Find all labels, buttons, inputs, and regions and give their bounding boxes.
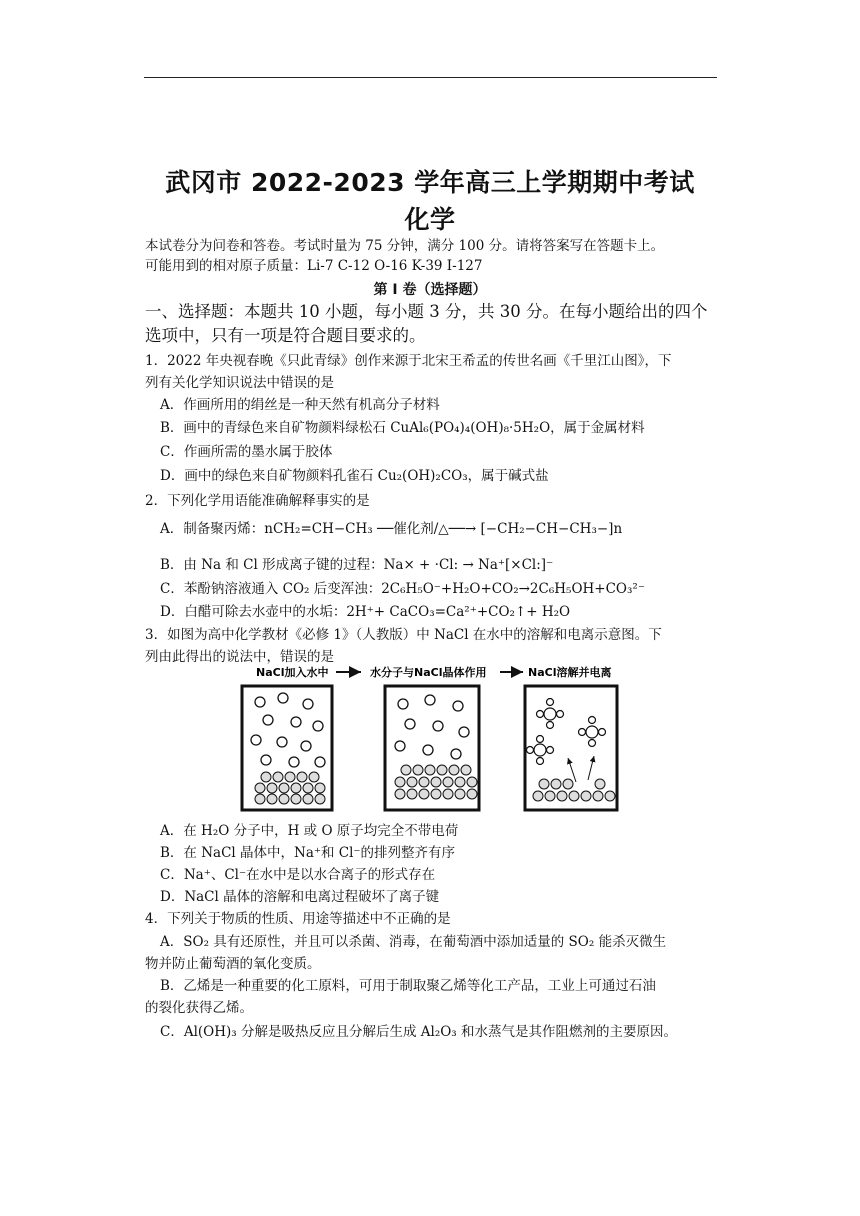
nacl-figure-svg [238, 662, 623, 812]
q2-stem: 2．下列化学用语能准确解释事实的是 [145, 493, 370, 509]
section-instruction-1: 一、选择题：本题共 10 小题，每小题 3 分，共 30 分。在每小题给出的四个 [145, 302, 708, 321]
q4-option-b-line-2: 的裂化获得乙烯。 [145, 1000, 253, 1016]
q4-option-b-line-1: B．乙烯是一种重要的化工原料，可用于制取聚乙烯等化工产品，工业上可通过石油 [160, 978, 656, 994]
section-title: 第 I 卷（选择题） [373, 282, 487, 298]
water-molecules-2 [395, 695, 469, 759]
q3-option-c: C．Na⁺、Cl⁻在水中是以水合离子的形式存在 [160, 867, 436, 883]
q3-option-a: A．在 H₂O 分子中，H 或 O 原子均完全不带电荷 [160, 823, 459, 839]
fig-label-2: 水分子与NaCl晶体作用 [370, 666, 487, 679]
q3-stem-2: 列由此得出的说法中，错误的是 [145, 649, 334, 665]
q1-option-d: D．画中的绿色来自矿物颜料孔雀石 Cu₂(OH)₂CO₃，属于碱式盐 [160, 468, 549, 484]
q3-option-b: B．在 NaCl 晶体中，Na⁺和 Cl⁻的排列整齐有序 [160, 845, 456, 861]
nacl-dissolution-figure [238, 662, 623, 812]
q3-stem-1: 3．如图为高中化学教材《必修 1》（人教版）中 NaCl 在水中的溶解和电离示意图。下 [145, 627, 662, 643]
nacl-crystal-1 [255, 772, 325, 804]
q2-option-d: D．白醋可除去水壶中的水垢：2H⁺+ CaCO₃=Ca²⁺+CO₂↑+ H₂O [160, 604, 571, 620]
q1-stem-2: 列有关化学知识说法中错误的是 [145, 375, 334, 391]
exam-title: 武冈市 2022-2023 学年高三上学期期中考试 [165, 168, 695, 197]
q2-option-a: A．制备聚丙烯：nCH₂=CH−CH₃ ──催化剂/△──→ [−CH₂−CH−CH₃−]n [160, 521, 623, 537]
water-molecules-1 [251, 693, 325, 767]
section-instruction-2: 选项中，只有一项是符合题目要求的。 [145, 326, 426, 345]
q4-option-a-line-1: A．SO₂ 具有还原性，并且可以杀菌、消毒，在葡萄酒中添加适量的 SO₂ 能杀灭微生 [160, 934, 667, 950]
q2-option-b: B．由 Na 和 Cl 形成离子键的过程：Na× + ·Cl: → Na⁺[×Cl:]⁻ [160, 557, 554, 573]
nacl-crystal-2 [395, 765, 477, 799]
fig-label-3: NaCl溶解并电离 [528, 666, 612, 679]
ion-arrow-1 [568, 758, 576, 782]
nacl-crystal-3 [533, 779, 615, 801]
ion-arrow-2 [588, 756, 594, 780]
fig-label-1: NaCl加入水中 [256, 666, 329, 679]
q4-stem: 4．下列关于物质的性质、用途等描述中不正确的是 [145, 911, 451, 927]
q1-option-c: C．作画所需的墨水属于胶体 [160, 444, 333, 460]
header-rule [144, 77, 717, 78]
q2-option-c: C．苯酚钠溶液通入 CO₂ 后变浑浊：2C₆H₅O⁻+H₂O+CO₂→2C₆H₅OH+CO₃²⁻ [160, 581, 645, 597]
q1-stem-1: 1．2022 年央视春晚《只此青绿》创作来源于北宋王希孟的传世名画《千里江山图》，下 [145, 353, 672, 369]
intro-line-1: 本试卷分为问卷和答卷。考试时量为 75 分钟，满分 100 分。请将答案写在答题卡上。 [145, 238, 665, 254]
q3-option-d: D．NaCl 晶体的溶解和电离过程破坏了离子键 [160, 889, 440, 905]
q4-option-c: C．Al(OH)₃ 分解是吸热反应且分解后生成 Al₂O₃ 和水蒸气是其作阻燃剂的主要原因。 [160, 1024, 678, 1040]
intro-line-2: 可能用到的相对原子质量：Li-7 C-12 O-16 K-39 I-127 [145, 258, 483, 274]
hydrated-ions [527, 699, 606, 765]
q4-option-a-line-2: 物并防止葡萄酒的氧化变质。 [145, 956, 321, 972]
exam-subject: 化学 [404, 205, 456, 234]
q1-option-a: A．作画所用的绢丝是一种天然有机高分子材料 [160, 397, 440, 413]
q1-option-b: B．画中的青绿色来自矿物颜料绿松石 CuAl₆(PO₄)₄(OH)₈·5H₂O，属于金属材料 [160, 420, 645, 436]
